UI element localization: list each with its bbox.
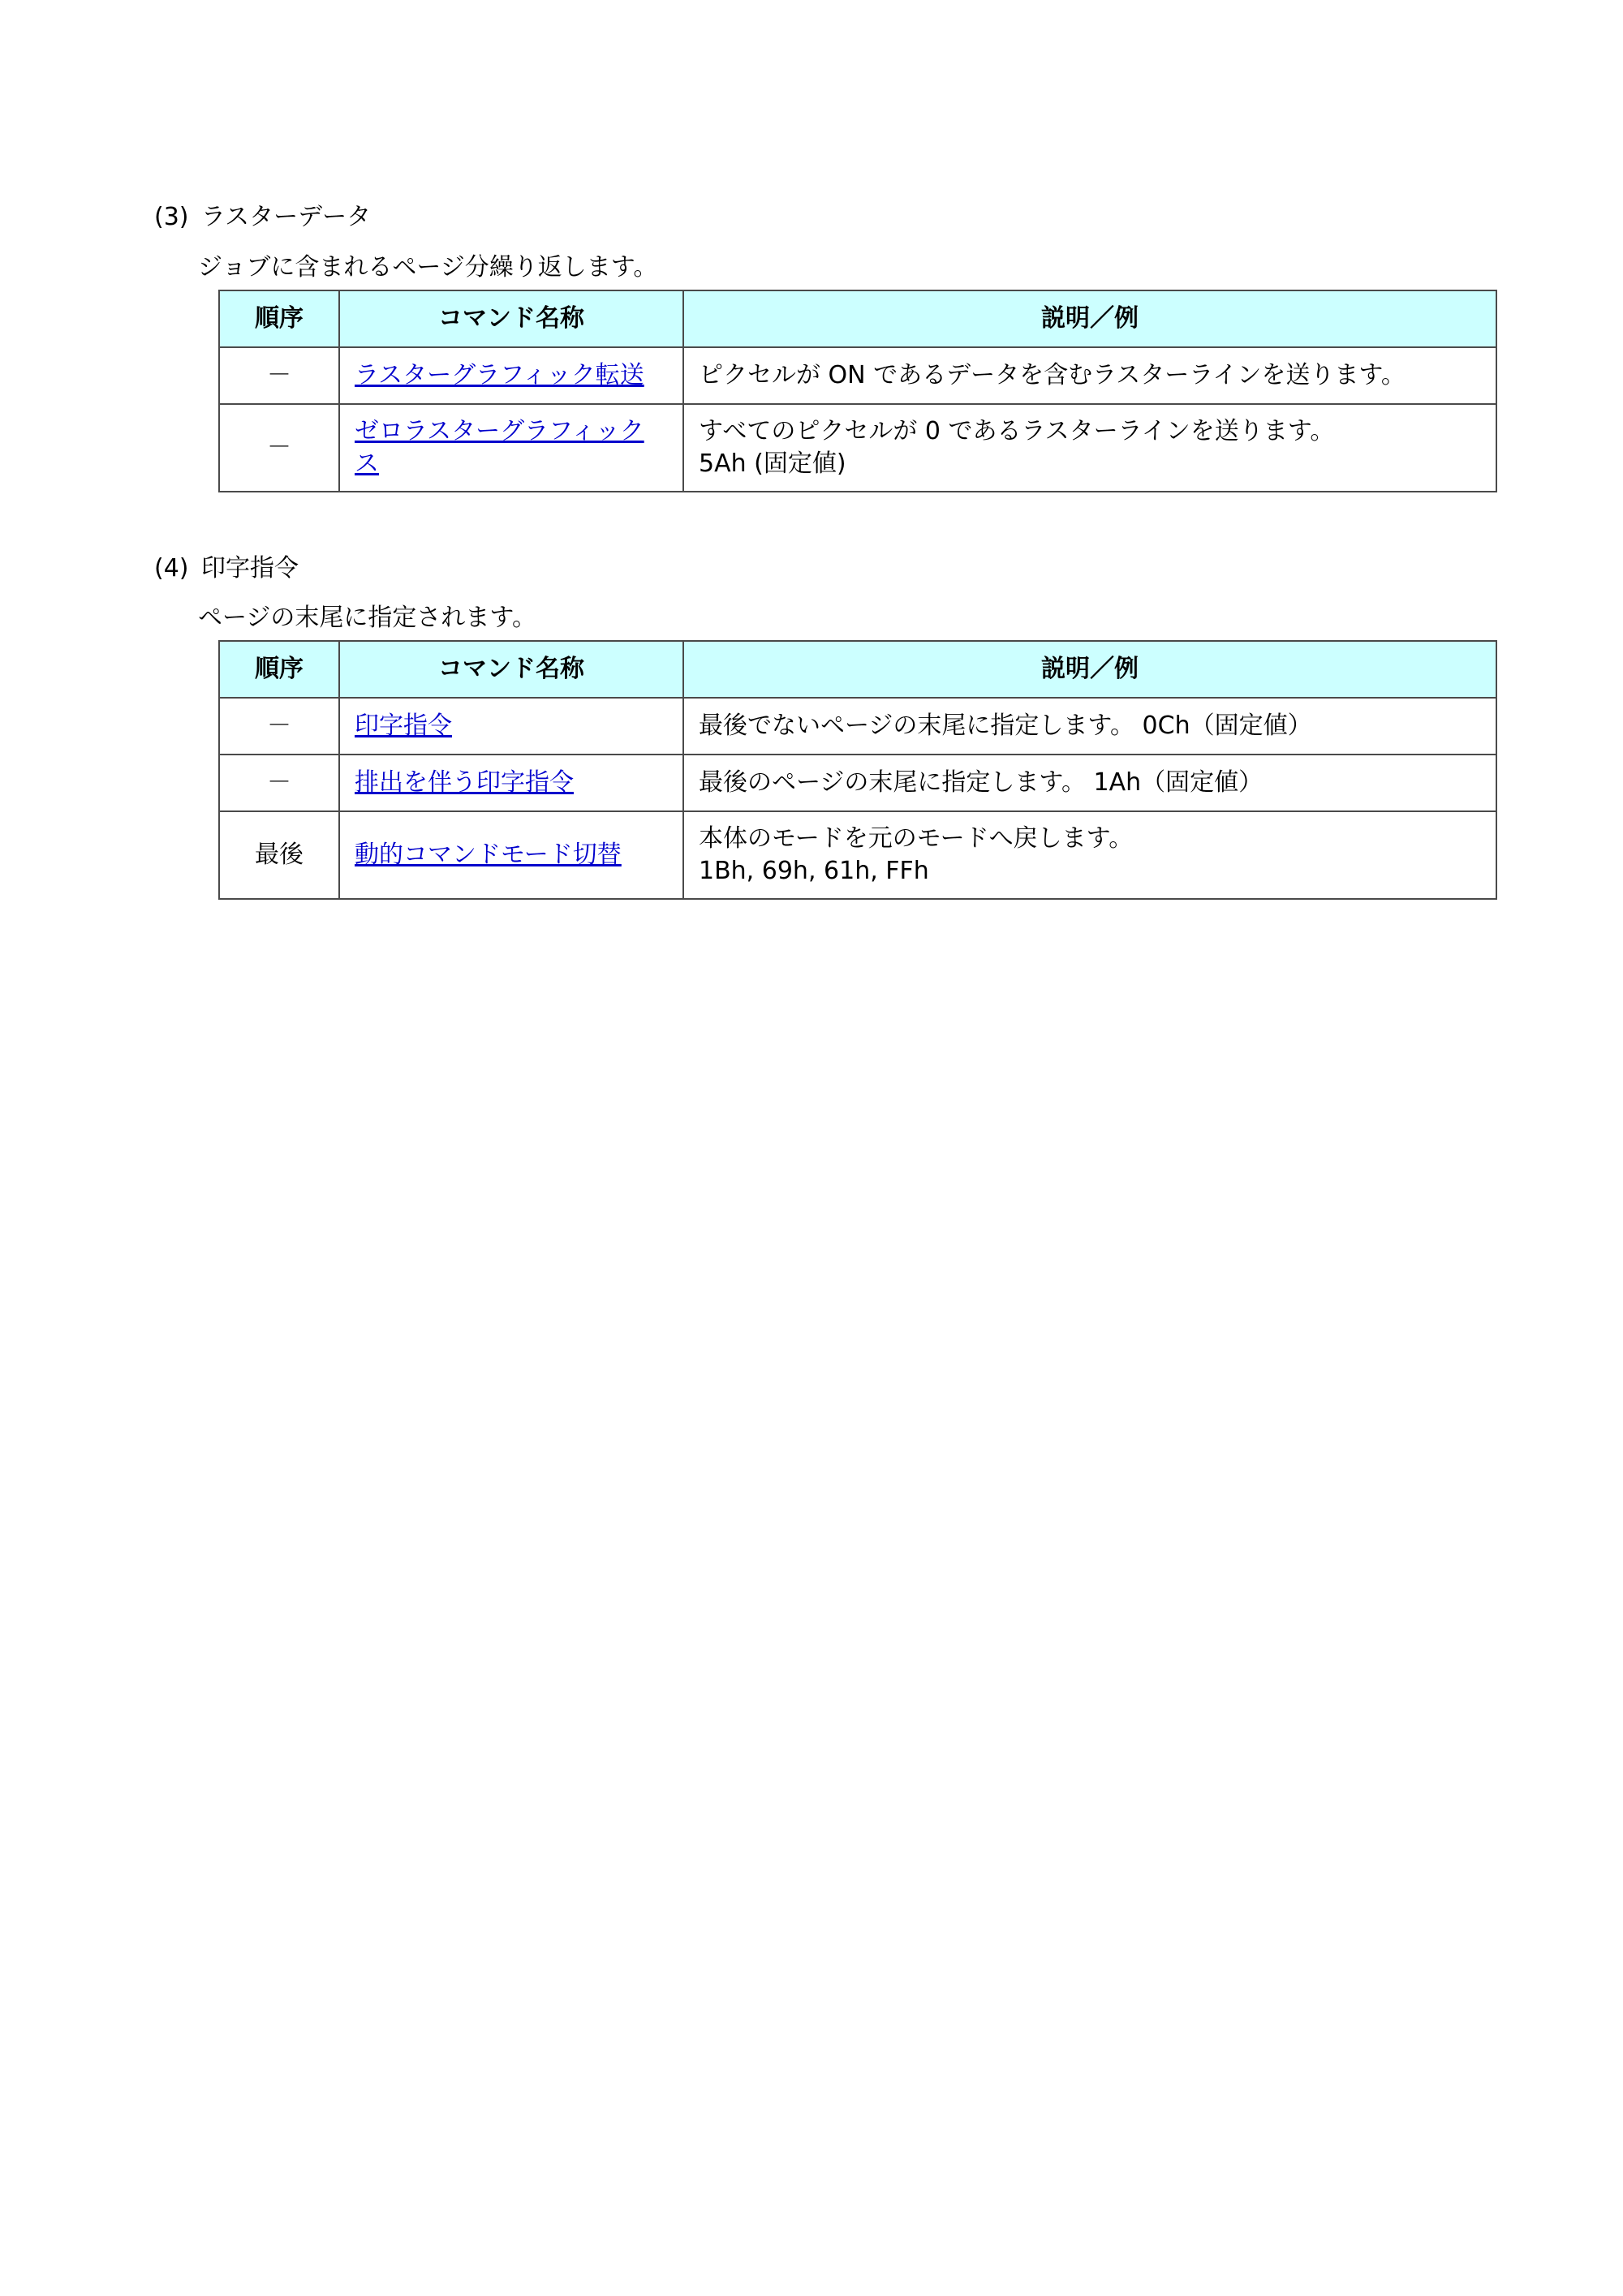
description-line: ピクセルが ON であるデータを含むラスターラインを送ります。 [699,361,1406,389]
section-number: (4) [154,554,189,583]
order-cell: 最後 [219,811,339,899]
order-cell: － [219,404,339,492]
command-link-dynamic-command-mode-switch[interactable]: 動的コマンドモード切替 [355,841,622,869]
order-cell: － [219,347,339,404]
print-command-table [218,640,1497,900]
description-line: 最後でないページの末尾に指定します。 0Ch（固定値） [699,712,1312,740]
command-link-print[interactable]: 印字指令 [355,712,452,740]
command-name-cell [339,347,683,404]
order-cell: － [219,698,339,755]
raster-data-command-table [218,290,1497,492]
section-heading [154,553,299,585]
column-header-order: 順序 [219,290,339,347]
table-row [219,811,1496,899]
section-number: (3) [154,203,189,231]
description-line: 本体のモードを元のモードへ戻します。 [699,824,1134,853]
column-header-description: 説明／例 [683,641,1496,698]
column-header-command-name: コマンド名称 [339,290,683,347]
description-cell [683,811,1496,899]
description-cell [683,755,1496,811]
section-heading [154,201,371,234]
description-cell [683,347,1496,404]
command-link-print-with-eject[interactable]: 排出を伴う印字指令 [355,768,574,797]
command-link-raster-graphics-transfer[interactable]: ラスターグラフィック転送 [355,361,644,389]
table-row [219,347,1496,404]
table-header-row [219,641,1496,698]
section-title: 印字指令 [201,554,299,583]
section-intro: ページの末尾に指定されます。 [198,604,536,632]
description-line: 最後のページの末尾に指定します。 1Ah（固定値） [699,768,1264,797]
table-header-row [219,290,1496,347]
table-row [219,404,1496,492]
command-name-cell [339,698,683,755]
table-row [219,698,1496,755]
command-name-cell [339,811,683,899]
description-value-line: 1Bh, 69h, 61h, FFh [699,857,929,885]
section-intro: ジョブに含まれるページ分繰り返します。 [198,253,658,282]
order-cell: － [219,755,339,811]
command-link-zero-raster-graphics[interactable]: ゼロラスターグラフィックス [355,417,644,478]
table-row [219,755,1496,811]
description-cell [683,698,1496,755]
command-name-cell [339,404,683,492]
description-cell [683,404,1496,492]
column-header-order: 順序 [219,641,339,698]
description-value-line: 5Ah (固定値) [699,449,846,478]
command-name-cell [339,755,683,811]
column-header-command-name: コマンド名称 [339,641,683,698]
description-line: すべてのピクセルが 0 であるラスターラインを送ります。 [699,417,1335,445]
column-header-description: 説明／例 [683,290,1496,347]
section-title: ラスターデータ [201,203,372,231]
